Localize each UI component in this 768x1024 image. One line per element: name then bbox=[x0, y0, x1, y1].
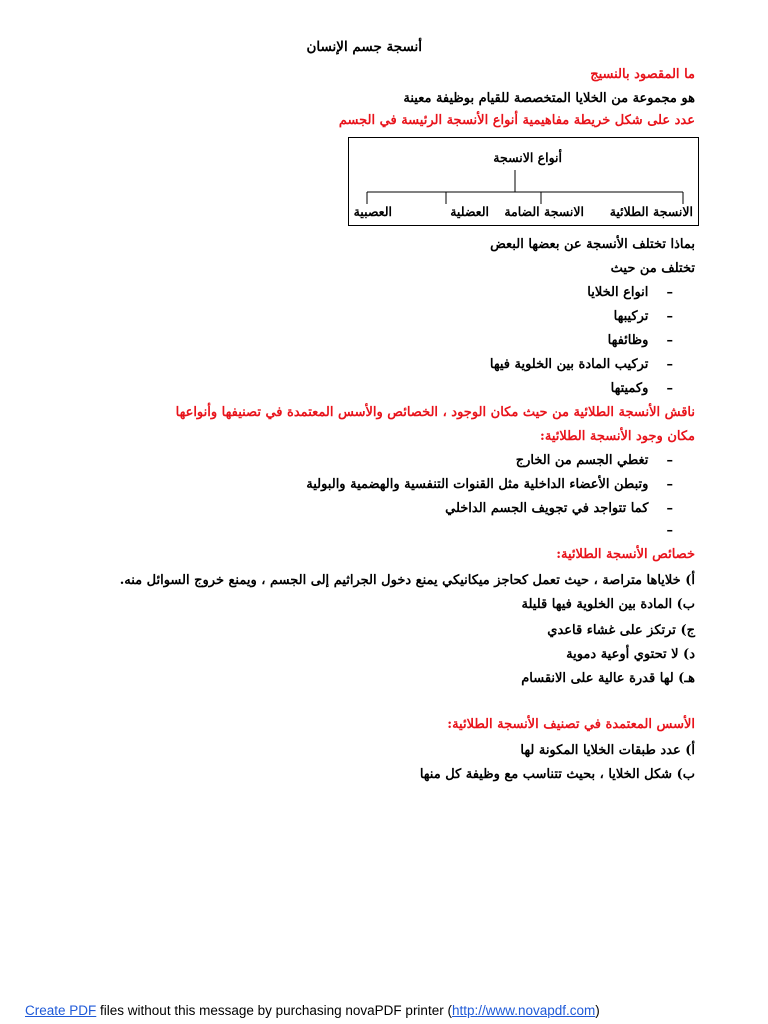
feature-item: ب) المادة بين الخلوية فيها قليلة bbox=[521, 597, 695, 612]
answer-differences-intro: تختلف من حيث bbox=[610, 261, 695, 276]
basis-item: أ) عدد طبقات الخلايا المكونة لها bbox=[520, 743, 695, 758]
feature-item: أ) خلاياها متراصة ، حيث تعمل كحاجز ميكانيكي يمنع دخول الجراثيم إلى الجسم ، ويمنع خروج السوائل منه. bbox=[119, 573, 695, 588]
bullet-dash: – bbox=[666, 309, 673, 324]
page-title: أنسجة جسم الإنسان bbox=[306, 39, 422, 55]
list-item-text: تغطي الجسم من الخارج bbox=[515, 453, 649, 468]
list-item-text: تركيب المادة بين الخلوية فيها bbox=[489, 357, 649, 372]
create-pdf-link[interactable]: Create PDF bbox=[25, 1003, 97, 1018]
question-concept-map: عدد على شكل خريطة مفاهيمية أنواع الأنسجة الرئيسة في الجسم bbox=[338, 113, 695, 128]
list-item-text: وظائفها bbox=[607, 333, 649, 348]
list-item-text: انواع الخلايا bbox=[587, 285, 649, 300]
novapdf-link[interactable]: http://www.novapdf.com bbox=[451, 1003, 596, 1018]
list-item-text: وتبطن الأعضاء الداخلية مثل القنوات التنفسية والهضمية والبولية bbox=[306, 477, 649, 492]
heading-epithelial-location: مكان وجود الأنسجة الطلائية: bbox=[540, 429, 695, 444]
list-item bbox=[587, 284, 673, 302]
bullet-dash: – bbox=[666, 477, 673, 492]
answer-tissue-definition: هو مجموعة من الخلايا المتخصصة للقيام بوظيفة معينة bbox=[403, 91, 695, 106]
question-epithelial-discussion: ناقش الأنسجة الطلائية من حيث مكان الوجود ، الخصائص والأسس المعتمدة في تصنيفها وأنواعها bbox=[175, 405, 695, 420]
heading-epithelial-features: خصائص الأنسجة الطلائية: bbox=[556, 547, 695, 562]
bullet-dash: – bbox=[666, 453, 673, 468]
concept-map-node-connective: الانسجة الضامة bbox=[504, 204, 584, 219]
bullet-dash: – bbox=[666, 523, 673, 538]
bullet-dash: – bbox=[666, 333, 673, 348]
list-item bbox=[608, 332, 673, 350]
question-tissue-differences: بماذا تختلف الأنسجة عن بعضها البعض bbox=[490, 237, 695, 252]
heading-classification-basis: الأسس المعتمدة في تصنيف الأنسجة الطلائية: bbox=[447, 717, 695, 732]
footer-text: files without this message by purchasing novaPDF printer ( bbox=[96, 1003, 452, 1018]
list-item bbox=[614, 308, 673, 326]
list-item bbox=[445, 500, 673, 518]
list-item-text: كما تتواجد في تجويف الجسم الداخلي bbox=[445, 501, 649, 516]
bullet-dash: – bbox=[666, 357, 673, 372]
list-item bbox=[611, 380, 673, 398]
concept-map-node-epithelial: الانسجة الطلائية bbox=[609, 204, 693, 219]
feature-item: د) لا تحتوي أوعية دموية bbox=[566, 647, 695, 662]
pdf-footer-notice bbox=[25, 1003, 600, 1018]
question-tissue-definition: ما المقصود بالنسيج bbox=[590, 67, 695, 82]
bullet-dash: – bbox=[666, 501, 673, 516]
list-item bbox=[667, 522, 674, 540]
list-item-text: وكميتها bbox=[610, 381, 649, 396]
list-item-text: تركيبها bbox=[613, 309, 649, 324]
concept-map bbox=[348, 137, 699, 226]
list-item bbox=[516, 452, 673, 470]
feature-item: ج) ترتكز على غشاء قاعدي bbox=[547, 623, 695, 638]
basis-item: ب) شكل الخلايا ، بحيث تتناسب مع وظيفة كل منها bbox=[419, 767, 695, 782]
concept-map-node-muscular: العضلية bbox=[450, 204, 489, 219]
bullet-dash: – bbox=[666, 285, 673, 300]
list-item bbox=[490, 356, 673, 374]
list-item bbox=[306, 476, 673, 494]
bullet-dash: – bbox=[666, 381, 673, 396]
footer-text-end: ) bbox=[595, 1003, 600, 1018]
feature-item: هـ) لها قدرة عالية على الانقسام bbox=[521, 671, 695, 686]
concept-map-node-nervous: العصبية bbox=[353, 204, 392, 219]
concept-map-root: أنواع الانسجة bbox=[493, 150, 562, 165]
